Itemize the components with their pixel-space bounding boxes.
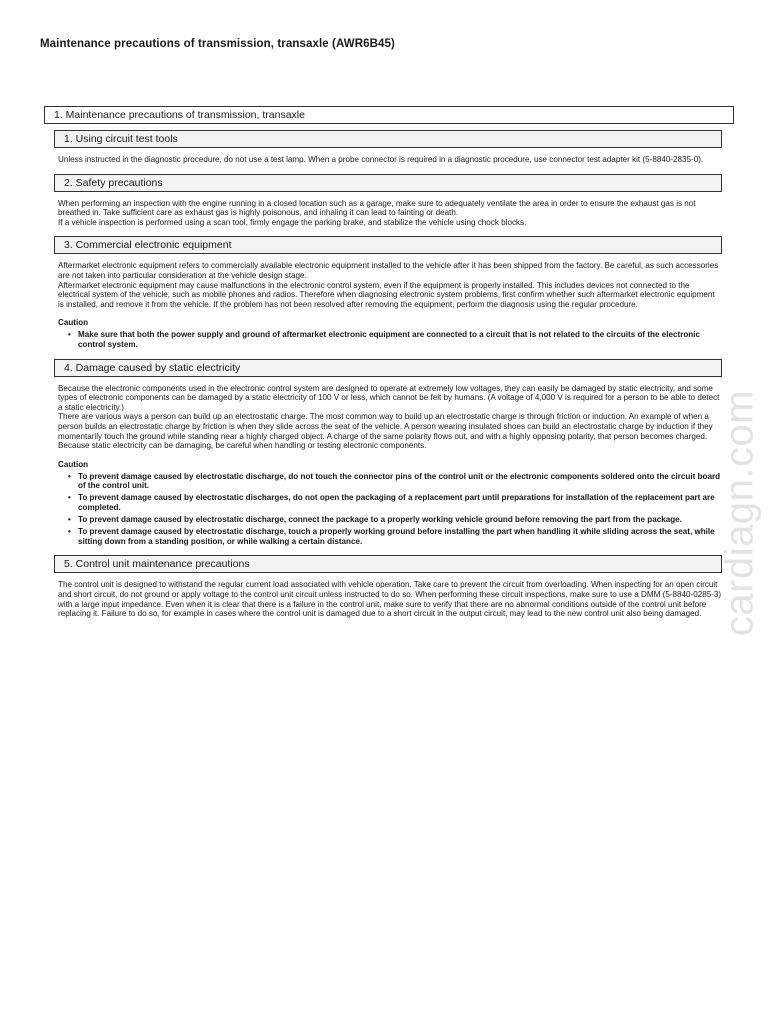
watermark bbox=[700, 378, 768, 648]
paragraph: There are various ways a person can build up an electrostatic charge. The most common way to build up an electrostatic charge is through friction or induction. An example of when a person builds an electrostatic charge by friction is when they slide across the seat of the vehicle. A person wearing insulated shoes can build an electrostatic charge by induction if they momentarily touch the ground while standing near a highly charged object. A charge of the same polarity flows out, and with a highly opposing polarity, that person becomes charged. Because static electricity can be damaging, be careful when handling or testing electronic components. bbox=[58, 412, 713, 451]
paragraph-block bbox=[54, 580, 722, 618]
subsection bbox=[54, 174, 722, 228]
subsection-header: 5. Control unit maintenance precautions bbox=[54, 555, 722, 573]
bullet-icon: • bbox=[68, 471, 71, 481]
bullet-icon: • bbox=[68, 330, 71, 340]
caution-list bbox=[54, 472, 722, 547]
paragraph-block bbox=[54, 384, 722, 451]
sections-container bbox=[44, 130, 734, 619]
paragraph-block bbox=[54, 199, 722, 228]
caution-item bbox=[68, 527, 722, 546]
subsection bbox=[54, 555, 722, 618]
paragraph: If a vehicle inspection is performed using a scan tool, firmly engage the parking brake, and stabilize the vehicle using chock blocks. bbox=[58, 217, 527, 227]
caution-item bbox=[68, 515, 722, 525]
subsection bbox=[54, 359, 722, 547]
paragraph: When performing an inspection with the engine running in a closed location such as a garage, make sure to adequately ventilate the area in order to ensure the exhaust gas is not breathed in. Take sufficient care as exhaust gas is highly poisonous, and inhaling it can lead to fainting or death. bbox=[58, 198, 696, 218]
caution-item bbox=[68, 330, 722, 349]
bullet-icon: • bbox=[68, 527, 71, 537]
page-title: Maintenance precautions of transmission, transaxle (AWR6B45) bbox=[40, 38, 395, 50]
subsection bbox=[54, 130, 722, 165]
document-content bbox=[44, 106, 734, 628]
bullet-icon: • bbox=[68, 515, 71, 525]
caution-title: Caution bbox=[58, 459, 89, 469]
main-section-header: 1. Maintenance precautions of transmission, transaxle bbox=[44, 106, 734, 124]
paragraph: Unless instructed in the diagnostic procedure, do not use a test lamp. When a probe connector is required in a diagnostic procedure, use connector test adapter kit (5-8840-2835-0). bbox=[58, 155, 704, 164]
caution-item bbox=[68, 472, 722, 491]
subsection-header: 1. Using circuit test tools bbox=[54, 130, 722, 148]
caution-title: Caution bbox=[58, 318, 89, 328]
paragraph: Because the electronic components used in the electronic control system are designed to operate at extremely low voltages, they can easily be damaged by static electricity, and some types of electronic components can be damaged by a static electricity of 100 V or less, which cannot be felt by humans. (A voltage of 4,000 V is required for a person to be able to detect a static electricity.) bbox=[58, 383, 720, 412]
paragraph: Aftermarket electronic equipment refers to commercially available electronic equipment installed to the vehicle after it has been shipped from the factory. Be careful, as such accessories are not taken into particular consideration at the vehicle design stage. bbox=[58, 261, 719, 280]
caution-text: To prevent damage caused by electrostatic discharge, touch a properly working ground before installing the part when handling it while sliding across the seat, while sitting down from a standing position, or while walking a certain distance. bbox=[78, 527, 715, 546]
subsection bbox=[54, 236, 722, 349]
watermark-text: cardiagn.com bbox=[717, 389, 762, 637]
subsection-header: 3. Commercial electronic equipment bbox=[54, 236, 722, 254]
paragraph: Aftermarket electronic equipment may cause malfunctions in the electronic control system, even if the equipment is properly installed. This includes devices not connected to the electrical system of the vehicle, such as mobile phones and radios. Therefore when diagnosing electronic system problems, first confirm whether such aftermarket electronic equipment is installed, and remove it from the vehicle. If the problem has not been resolved after removing the equipment, perform the diagnosis using the regular procedure. bbox=[58, 280, 715, 309]
paragraph-block bbox=[54, 261, 722, 309]
caution-list bbox=[54, 330, 722, 349]
caution-text: Make sure that both the power supply and ground of aftermarket electronic equipment are connected to a circuit that is not related to the circuits of the electronic control system. bbox=[78, 330, 700, 349]
bullet-icon: • bbox=[68, 493, 71, 503]
caution-item bbox=[68, 493, 722, 512]
paragraph-block bbox=[54, 155, 722, 165]
caution-text: To prevent damage caused by electrostatic discharge, connect the package to a properly working vehicle ground before removing the part from the package. bbox=[78, 515, 682, 525]
caution-text: To prevent damage caused by electrostatic discharges, do not open the packaging of a replacement part until preparations for installation of the replacement part are completed. bbox=[78, 493, 715, 512]
caution-text: To prevent damage caused by electrostatic discharge, do not touch the connector pins of the control unit or the electronic components soldered onto the circuit board of the control unit. bbox=[78, 471, 721, 491]
subsection-header: 4. Damage caused by static electricity bbox=[54, 359, 722, 377]
subsection-header: 2. Safety precautions bbox=[54, 174, 722, 192]
paragraph: The control unit is designed to withstand the regular current load associated with vehicle operation. Take care to prevent the circuit from overloading. When inspecting for an open circuit and short circuit, do not ground or apply voltage to the control unit circuit unless instructed to do so. When performing these circuit inspections, make sure to use a DMM (5-8840-0285-3) with a large input impedance. Even when it is clear that there is a failure in the control unit, make sure to verify that there are no abnormal conditions outside of the control unit before replacing it. Failure to do so, for example in cases where the control unit is damaged due to a short circuit in the output circuit, may lead to the new control unit also being damaged. bbox=[58, 580, 722, 619]
